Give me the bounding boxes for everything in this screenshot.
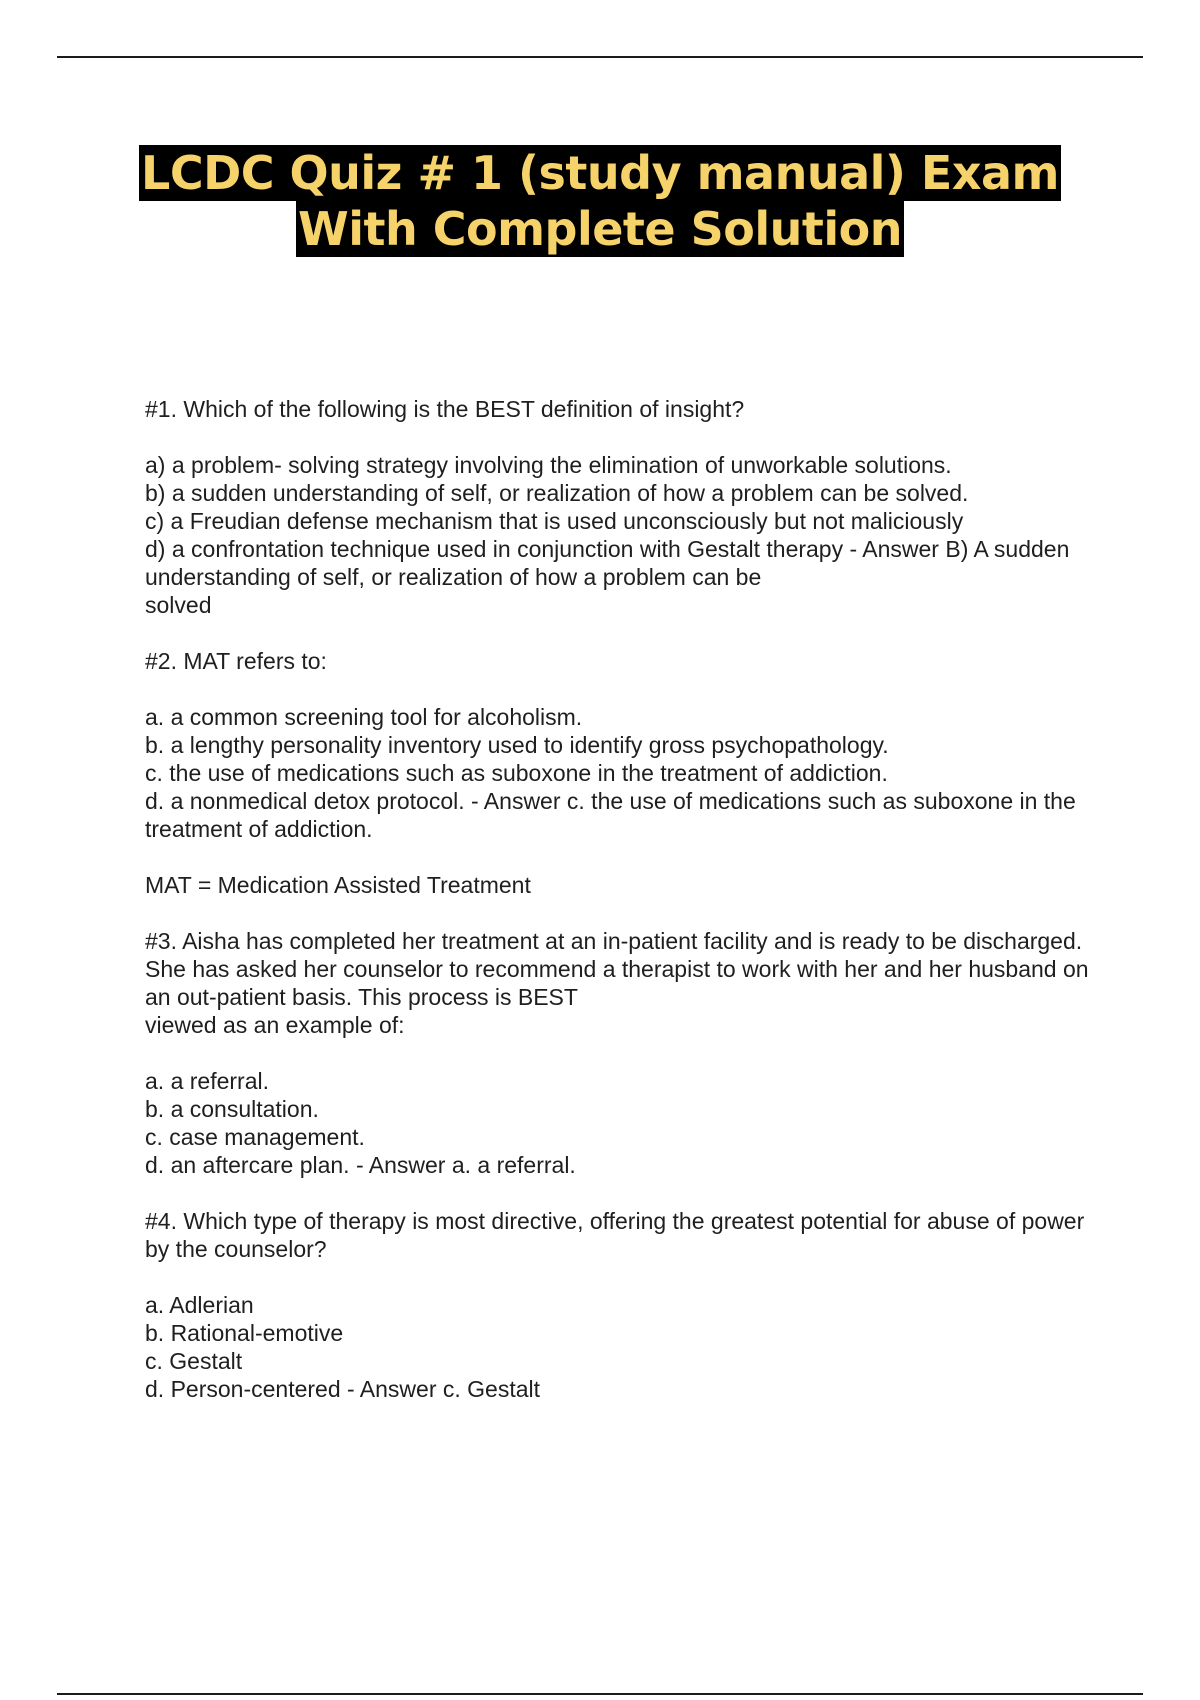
option-3b: b. a consultation.	[145, 1096, 319, 1122]
bottom-rule	[57, 1693, 1143, 1695]
question-4-text: #4. Which type of therapy is most directive, offering the greatest potential for abuse of power by the counselor?	[145, 1208, 1091, 1262]
option-4b: b. Rational-emotive	[145, 1320, 344, 1346]
option-2a: a. a common screening tool for alcoholism.	[145, 704, 583, 730]
question-block-4	[145, 1207, 1105, 1403]
document-title	[0, 145, 1200, 257]
option-1c: c) a Freudian defense mechanism that is used unconsciously but not maliciously	[145, 508, 964, 534]
question-2-note: MAT = Medication Assisted Treatment	[145, 872, 531, 898]
question-3-options	[145, 1067, 1105, 1179]
title-line-1: LCDC Quiz # 1 (study manual) Exam	[141, 146, 1059, 200]
question-3-text-continued: viewed as an example of:	[145, 1012, 405, 1038]
option-2d-with-answer: d. a nonmedical detox protocol. - Answer c. the use of medications such as suboxone in the treatment of addiction.	[145, 788, 1083, 842]
option-3a: a. a referral.	[145, 1068, 269, 1094]
question-block-1	[145, 395, 1105, 619]
question-block-3	[145, 927, 1105, 1179]
option-1d-with-answer: d) a confrontation technique used in conjunction with Gestalt therapy - Answer B) A sudden understanding of self, or realization of how a problem can be	[145, 536, 1076, 590]
option-4a: a. Adlerian	[145, 1292, 254, 1318]
option-3d-with-answer: d. an aftercare plan. - Answer a. a referral.	[145, 1152, 576, 1178]
option-1a: a) a problem- solving strategy involving the elimination of unworkable solutions.	[145, 452, 952, 478]
quiz-content	[145, 395, 1105, 1431]
question-3-text: #3. Aisha has completed her treatment at an in-patient facility and is ready to be discharged. She has asked her counselor to recommend a therapist to work with her and her husband on an out-patient basis. This process is BEST	[145, 928, 1095, 1010]
question-2-options	[145, 703, 1105, 843]
option-1b: b) a sudden understanding of self, or realization of how a problem can be solved.	[145, 480, 969, 506]
answer-1-continuation: solved	[145, 592, 212, 618]
option-2c: c. the use of medications such as suboxone in the treatment of addiction.	[145, 760, 888, 786]
question-1-text: #1. Which of the following is the BEST definition of insight?	[145, 396, 745, 422]
title-line-2: With Complete Solution	[297, 202, 902, 256]
option-3c: c. case management.	[145, 1124, 365, 1150]
question-2-text: #2. MAT refers to:	[145, 648, 327, 674]
question-block-2	[145, 647, 1105, 899]
question-1-options	[145, 451, 1105, 619]
option-2b: b. a lengthy personality inventory used to identify gross psychopathology.	[145, 732, 889, 758]
option-4d-with-answer: d. Person-centered - Answer c. Gestalt	[145, 1376, 541, 1402]
question-4-options	[145, 1291, 1105, 1403]
top-rule	[57, 56, 1143, 58]
option-4c: c. Gestalt	[145, 1348, 243, 1374]
